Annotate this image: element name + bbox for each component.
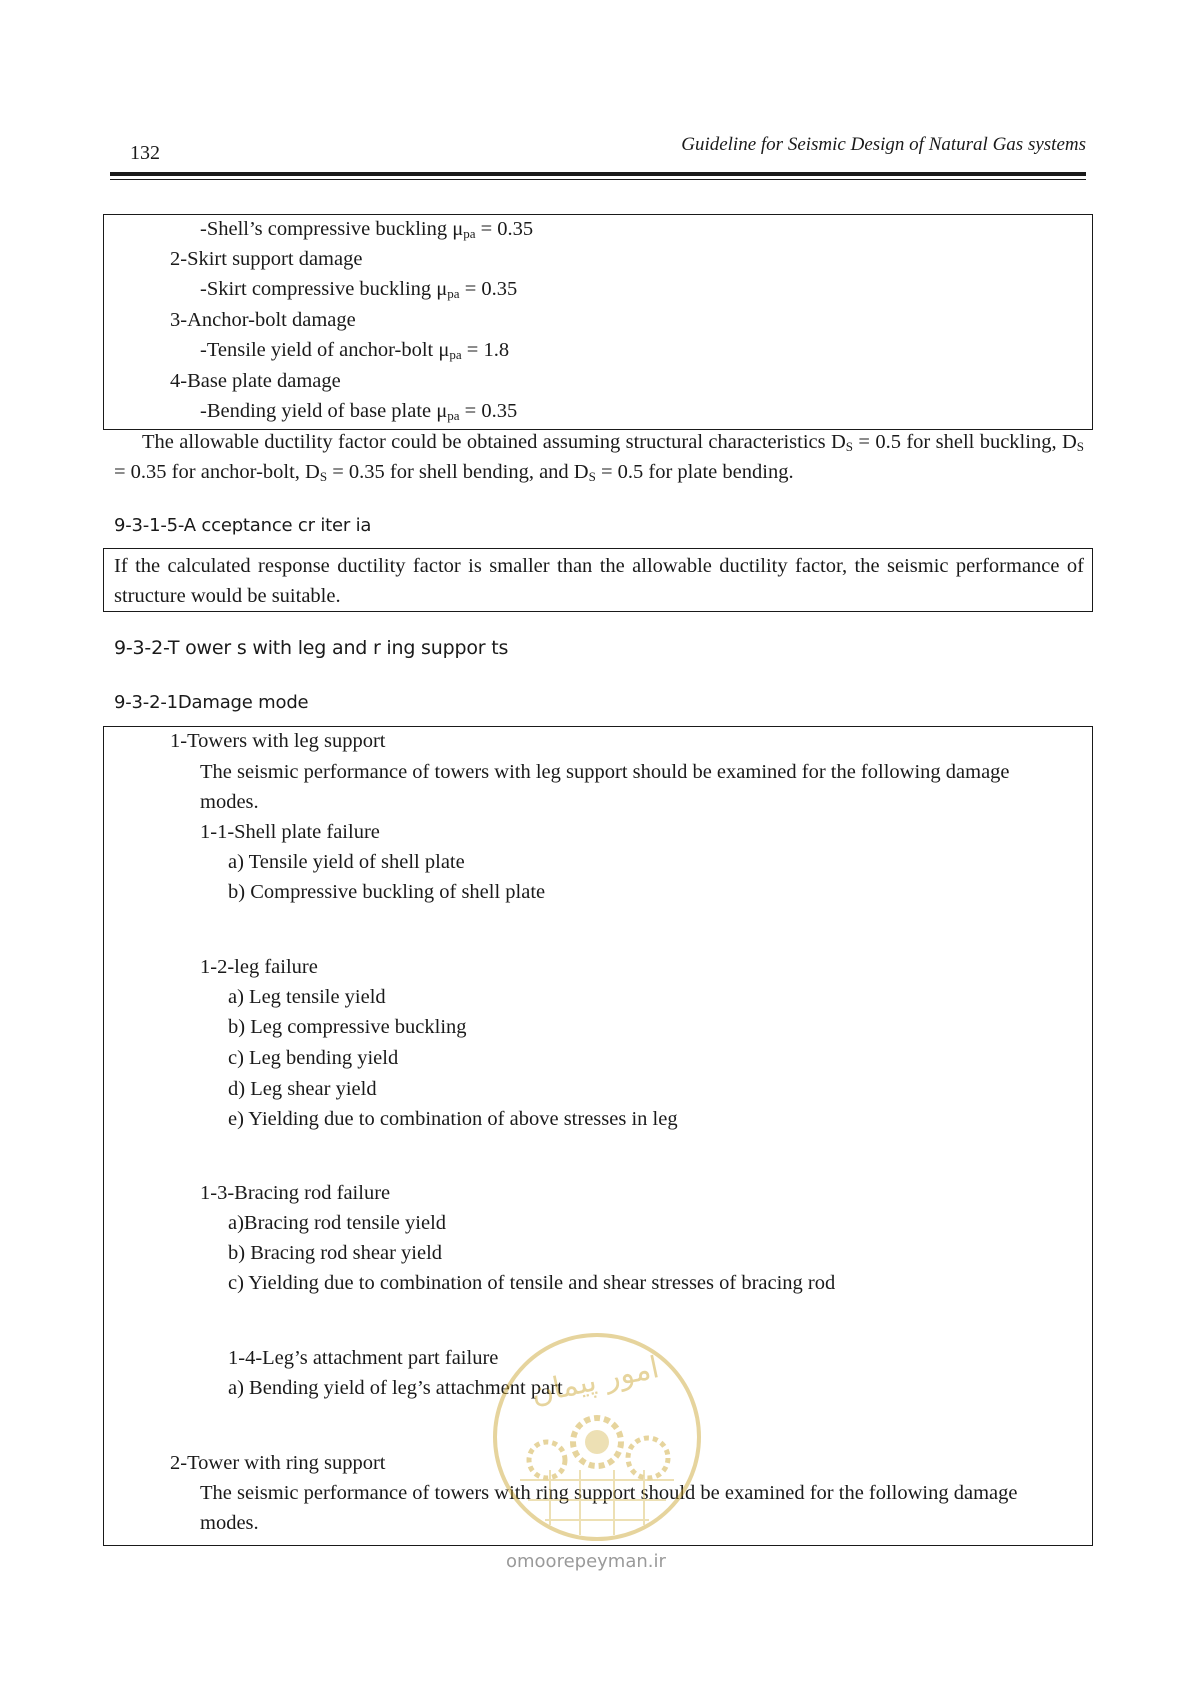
list-item: e) Yielding due to combination of above stresses in leg	[228, 1108, 678, 1130]
shell-compressive-buckling-line: -Shell’s compressive buckling $\mu_{pa} = 0.35$	[200, 218, 534, 241]
acceptance-criteria-box	[103, 548, 1093, 612]
ring-support-intro-cont: modes.	[200, 1512, 259, 1534]
list-item: a) Leg tensile yield	[228, 986, 386, 1008]
list-item: a)Bracing rod tensile yield	[228, 1212, 447, 1234]
list-item: a) Tensile yield of shell plate	[228, 851, 465, 873]
list-item: b) Bracing rod shear yield	[228, 1242, 443, 1264]
base-plate-bending-yield-line: -Bending yield of base plate $\mu_{pa} = 0.35$	[200, 400, 518, 423]
watermark-url: omoorepeyman.ir	[506, 1551, 666, 1572]
tower-damage-modes-box	[103, 726, 1093, 1546]
leg-support-intro-line: The seismic performance of towers with leg support should be examined for the following damage	[200, 761, 1010, 783]
running-title: Guideline for Seismic Design of Natural Gas systems	[681, 134, 1086, 155]
damage-mode-heading: 9-3-2-1Damage mode	[114, 692, 309, 713]
tower-ring-support-item: 2-Tower with ring support	[170, 1452, 386, 1474]
anchor-bolt-tensile-yield-line: -Tensile yield of anchor-bolt $\mu_{pa} = 1.8$	[200, 339, 510, 362]
bracing-rod-failure-item: 1-3-Bracing rod failure	[200, 1182, 391, 1204]
watermark-logo-text: امور پیمان	[527, 1350, 663, 1412]
list-item: b) Compressive buckling of shell plate	[228, 881, 546, 903]
damage-modes-box-continued	[103, 214, 1093, 430]
base-plate-damage-item: 4-Base plate damage	[170, 370, 341, 392]
acceptance-criteria-heading: 9-3-1-5-A cceptance cr iter ia	[114, 515, 372, 536]
list-item: c) Yielding due to combination of tensile and shear stresses of bracing rod	[228, 1272, 836, 1294]
list-item: a) Bending yield of leg’s attachment part	[228, 1377, 563, 1399]
allowable-ductility-paragraph: The allowable ductility factor could be obtained assuming structural characteristics $D_S = 0.5$ for shell buckling, $D_S = 0.35$ for anchor-bolt, $D_S = 0.35$ for shell bending, and $D_S = 0.5$ for plate bending.	[114, 431, 1084, 484]
towers-leg-support-item: 1-Towers with leg support	[170, 730, 386, 752]
ring-support-intro-line: The seismic performance of towers with ring support should be examined for the following damage	[200, 1482, 1018, 1504]
shell-plate-failure-item: 1-1-Shell plate failure	[200, 821, 380, 843]
attachment-part-failure-item: 1-4-Leg’s attachment part failure	[228, 1347, 499, 1369]
skirt-support-damage-item: 2-Skirt support damage	[170, 248, 363, 270]
list-item: d) Leg shear yield	[228, 1078, 377, 1100]
header-rule-thick	[110, 172, 1086, 176]
list-item: c) Leg bending yield	[228, 1047, 399, 1069]
towers-section-heading: 9-3-2-T ower s with leg and r ing suppor ts	[114, 637, 509, 659]
acceptance-criteria-text: If the calculated response ductility factor is smaller than the allowable ductility factor, the seismic performance of structure would be suitable.	[114, 555, 1084, 607]
header-rule-thin	[110, 179, 1086, 180]
anchor-bolt-damage-item: 3-Anchor-bolt damage	[170, 309, 356, 331]
leg-failure-item: 1-2-leg failure	[200, 956, 318, 978]
list-item: b) Leg compressive buckling	[228, 1016, 467, 1038]
leg-support-intro-cont: modes.	[200, 791, 259, 813]
page-number: 132	[130, 142, 160, 164]
skirt-compressive-buckling-line: -Skirt compressive buckling $\mu_{pa} = 0.35$	[200, 278, 518, 301]
